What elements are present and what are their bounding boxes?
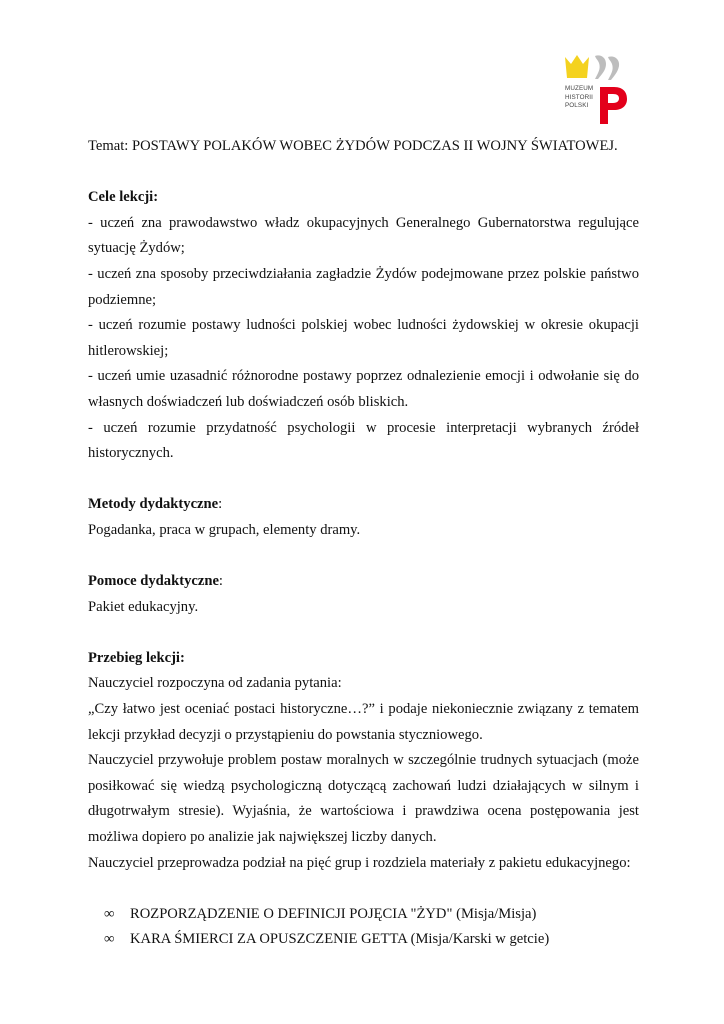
goal-item: - uczeń zna sposoby przeciwdziałania zagładzie Żydów podejmowane przez polskie państwo podziemne; bbox=[88, 265, 639, 308]
aids-section bbox=[88, 569, 639, 620]
methods-colon: : bbox=[218, 496, 223, 513]
aids-text: Pakiet edukacyjny. bbox=[88, 598, 199, 615]
logo-line: POLSKI bbox=[565, 102, 589, 110]
course-paragraph: Nauczyciel przywołuje problem postaw moralnych w szczególnie trudnych sytuacjach (może posiłkować się wiedzą psychologiczną dotyczącą zachowań ludzi działających w silnym i długotrwałym stresie). Wyjaśnia, że wartościowa i prawdziwa ocena postępowania jest możliwa dopiero po analizie jak największej liczby danych. bbox=[88, 752, 639, 846]
materials-list bbox=[88, 902, 639, 953]
goal-item: - uczeń zna prawodawstwo władz okupacyjnych Generalnego Gubernatorstwa regulujące sytuację Żydów; bbox=[88, 214, 639, 257]
goal-item: - uczeń umie uzasadnić różnorodne postawy poprzez odnalezienie emocji i odwołanie się do własnych doświadczeń lub doświadczeń osób bliskich. bbox=[88, 368, 639, 410]
course-heading: Przebieg lekcji: bbox=[88, 649, 185, 666]
course-paragraph: „Czy łatwo jest oceniać postaci historyczne…?” i podaje niekoniecznie związany z tematem lekcji przykład decyzji o przystąpieniu do powstania styczniowego. bbox=[88, 701, 639, 743]
aids-colon: : bbox=[218, 573, 223, 590]
logo-line: MUZEUM bbox=[565, 85, 594, 92]
goal-item: - uczeń rozumie postawy ludności polskiej wobec ludności żydowskiej w okresie okupacji hitlerowskiej; bbox=[88, 317, 639, 359]
goals-section bbox=[88, 185, 639, 467]
logo-line: HISTORII bbox=[565, 93, 593, 101]
infinity-bullet-icon: ∞ bbox=[104, 931, 115, 948]
goal-item: - uczeń rozumie przydatność psychologii w procesie interpretacji wybranych źródeł historycznych. bbox=[88, 419, 639, 462]
course-paragraph: Nauczyciel rozpoczyna od zadania pytania: bbox=[88, 675, 342, 692]
goals-heading: Cele lekcji: bbox=[88, 189, 159, 206]
course-paragraph: Nauczyciel przeprowadza podział na pięć grup i rozdziela materiały z pakietu edukacyjnego: bbox=[88, 854, 631, 871]
methods-text: Pogadanka, praca w grupach, elementy dramy. bbox=[88, 521, 361, 538]
list-item-text: ROZPORZĄDZENIE O DEFINICJI POJĘCIA "ŻYD" (Misja/Misja) bbox=[130, 905, 537, 922]
infinity-bullet-icon: ∞ bbox=[104, 905, 115, 922]
methods-section bbox=[88, 492, 639, 543]
lesson-topic: Temat: POSTAWY POLAKÓW WOBEC ŻYDÓW PODCZAS II WOJNY ŚWIATOWEJ. bbox=[88, 138, 618, 154]
course-section bbox=[88, 646, 639, 953]
logo-wordmark bbox=[565, 85, 593, 111]
lesson-content bbox=[88, 130, 639, 953]
list-item bbox=[88, 927, 639, 953]
list-item-text: KARA ŚMIERCI ZA OPUSZCZENIE GETTA (Misja/Karski w getcie) bbox=[130, 931, 550, 948]
museum-logo bbox=[562, 52, 634, 126]
aids-heading: Pomoce dydaktyczne bbox=[88, 573, 219, 590]
methods-heading: Metody dydaktyczne bbox=[88, 496, 219, 513]
list-item bbox=[88, 902, 639, 928]
